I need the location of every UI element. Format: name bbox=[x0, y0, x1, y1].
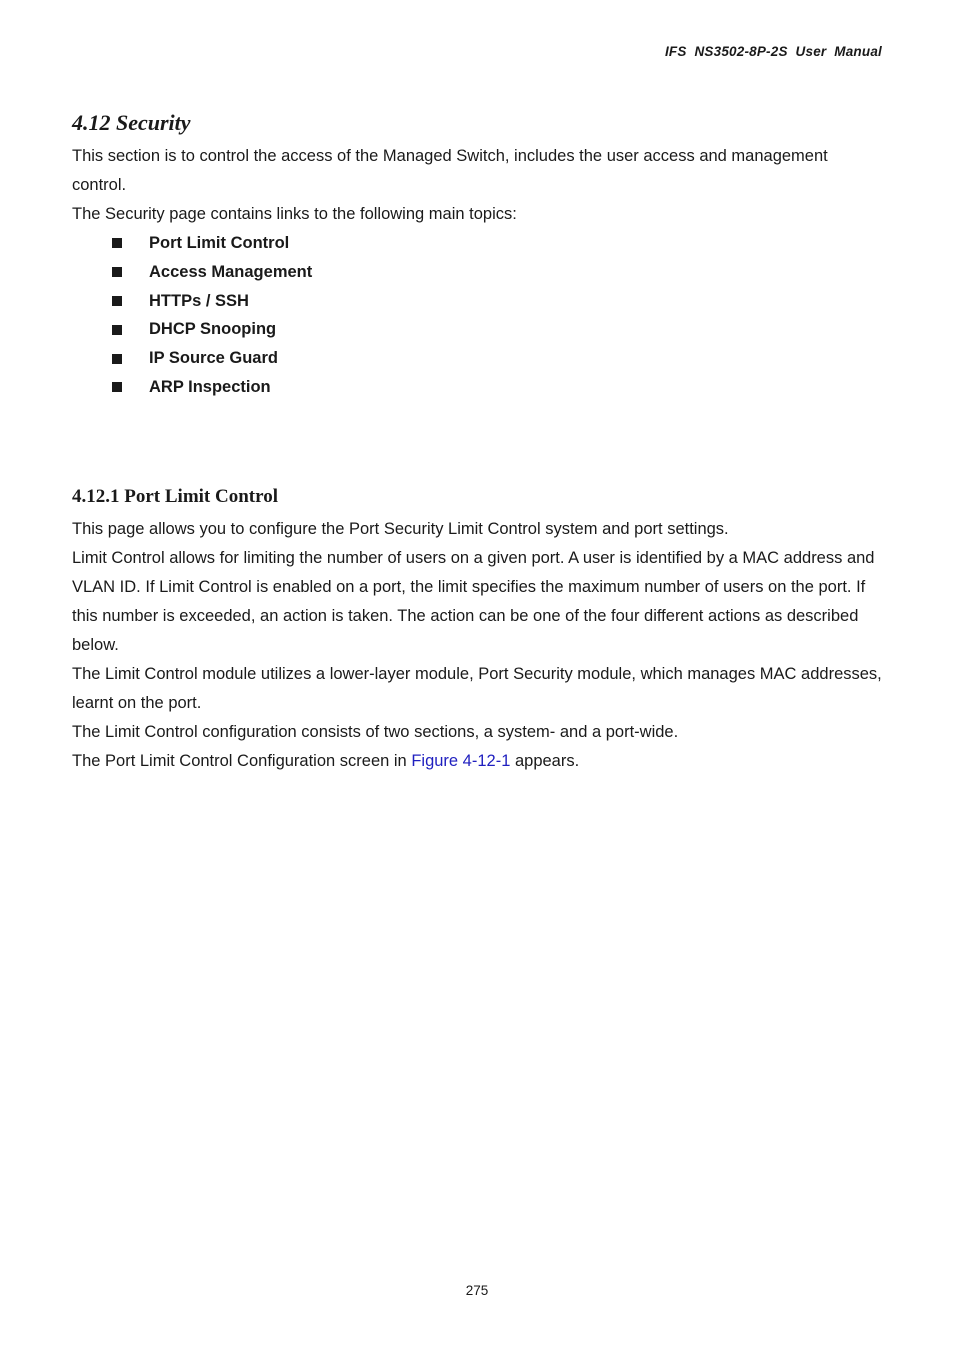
running-header: IFS NS3502-8P-2S User Manual bbox=[664, 44, 882, 59]
list-item bbox=[112, 373, 882, 402]
square-bullet-icon bbox=[112, 238, 122, 248]
square-bullet-icon bbox=[112, 354, 122, 364]
paragraph-text: The Port Limit Control Configuration screen in bbox=[72, 751, 412, 770]
section-gap bbox=[72, 402, 882, 483]
square-bullet-icon bbox=[112, 325, 122, 335]
subsection-paragraph: The Limit Control module utilizes a lower-layer module, Port Security module, which manages MAC addresses, learnt on the port. bbox=[72, 664, 882, 712]
page-content bbox=[72, 108, 882, 776]
subsection-paragraph: Limit Control allows for limiting the number of users on a given port. A user is identified by a MAC address and VLAN ID. If Limit Control is enabled on a port, the limit specifies the maximum number of users on the port. If this number is exceeded, an action is taken. The action can be one of the four different actions as described below. bbox=[72, 548, 875, 654]
section-title: 4.12 Security bbox=[72, 110, 191, 135]
list-item bbox=[112, 344, 882, 373]
figure-link[interactable]: Figure 4-12-1 bbox=[411, 751, 511, 770]
section-topics-lead: The Security page contains links to the following main topics: bbox=[72, 205, 517, 223]
topic-label: Port Limit Control bbox=[149, 234, 290, 252]
square-bullet-icon bbox=[112, 382, 122, 392]
square-bullet-icon bbox=[112, 267, 122, 277]
topic-label: HTTPs / SSH bbox=[149, 291, 249, 310]
topic-list bbox=[72, 229, 882, 402]
subsection-paragraph: This page allows you to configure the Port Security Limit Control system and port settings. bbox=[72, 519, 729, 538]
list-item bbox=[112, 258, 882, 287]
topic-label: Access Management bbox=[149, 262, 313, 281]
topic-label: IP Source Guard bbox=[149, 349, 278, 368]
list-item bbox=[112, 287, 882, 316]
topic-label: ARP Inspection bbox=[149, 377, 271, 396]
topic-label: DHCP Snooping bbox=[149, 320, 277, 339]
list-item bbox=[112, 315, 882, 344]
section-intro: This section is to control the access of the Managed Switch, includes the user access and management control. bbox=[72, 147, 828, 194]
subsection-paragraph bbox=[72, 747, 882, 776]
page-number: 275 bbox=[465, 1283, 489, 1298]
paragraph-text: appears. bbox=[510, 751, 580, 770]
subsection-title: 4.12.1 Port Limit Control bbox=[72, 485, 278, 507]
subsection-paragraph: The Limit Control configuration consists of two sections, a system- and a port-wide. bbox=[72, 722, 679, 741]
list-item bbox=[112, 229, 882, 258]
square-bullet-icon bbox=[112, 296, 122, 306]
